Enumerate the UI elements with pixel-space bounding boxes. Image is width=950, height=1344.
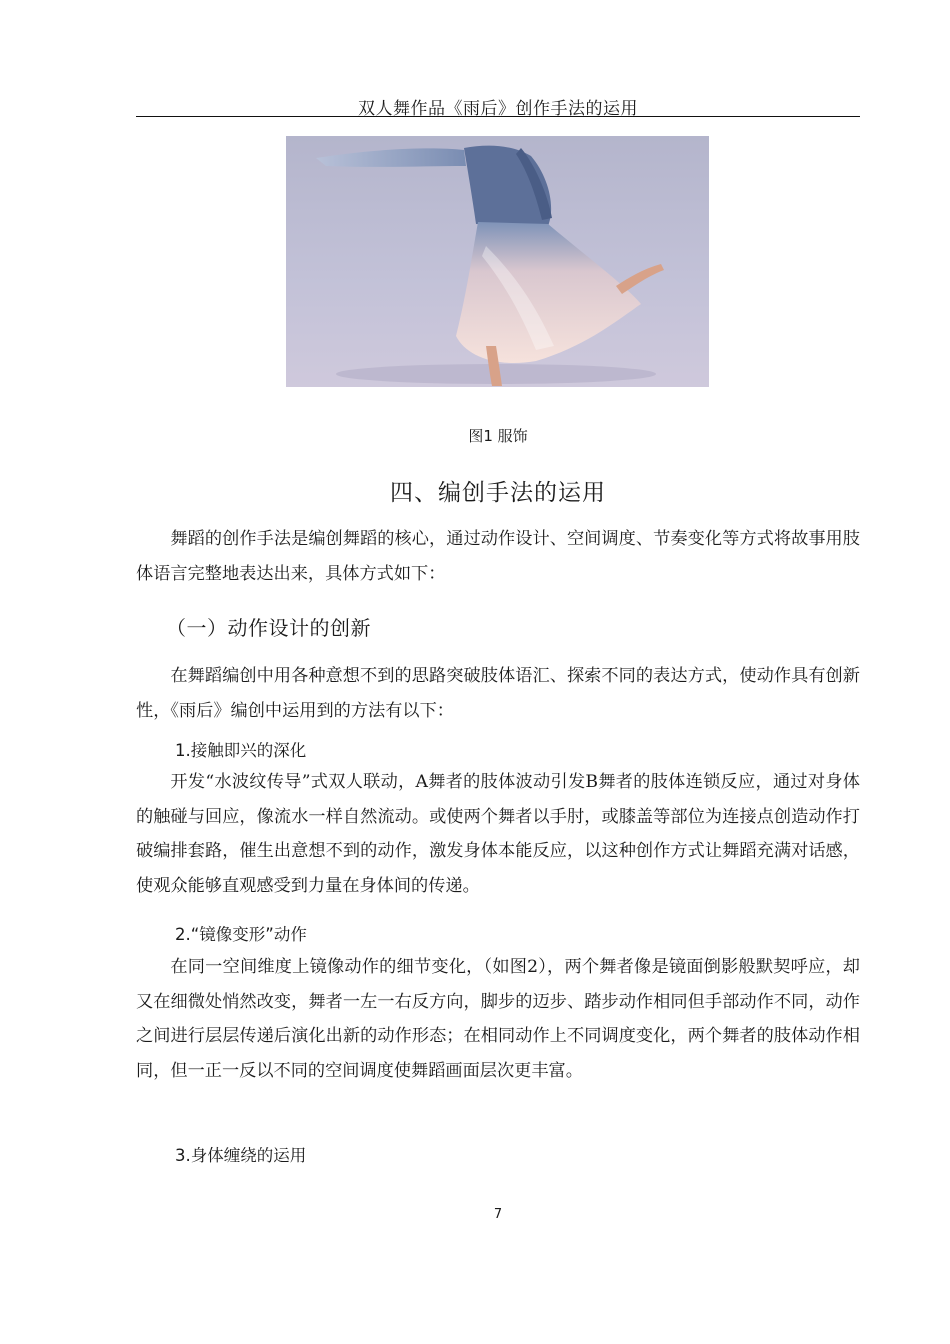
item-heading-contact-improv: 1.接触即兴的深化 (175, 741, 307, 760)
dancer-costume-photo (286, 136, 709, 387)
intro-paragraph: 舞蹈的创作手法是编创舞蹈的核心，通过动作设计、空间调度、节奏变化等方式将故事用肢体语言完整地表达出来，具体方式如下： (136, 529, 860, 584)
item-heading-body-entwine: 3.身体缠绕的运用 (175, 1146, 307, 1165)
section-title: 四、编创手法的运用 (390, 480, 606, 506)
mirror-paragraph: 在同一空间维度上镜像动作的细节变化，（如图2），两个舞者像是镜面倒影般默契呼应，却又在细微处悄然改变，舞者一左一右反方向，脚步的迈步、踏步动作相同但手部动作不同，动作之间进行层层传递后演化出新的动作形态；在相同动作上不同调度变化，两个舞者的肢体动作相同，但一正一反以不同的空间调度使舞蹈画面层次更丰富。 (136, 957, 860, 1081)
action-design-paragraph: 在舞蹈编创中用各种意想不到的思路突破肢体语汇、探索不同的表达方式，使动作具有创新性，《雨后》编创中运用到的方法有以下： (136, 666, 860, 721)
figure-caption: 图1 服饰 (468, 427, 528, 445)
subheading-action-design: （一）动作设计的创新 (166, 616, 371, 640)
header-rule (136, 116, 860, 117)
item-heading-mirror: 2.“镜像变形”动作 (175, 925, 307, 944)
contact-improv-paragraph: 开发“水波纹传导”式双人联动，A舞者的肢体波动引发B舞者的肢体连锁反应，通过对身体的触碰与回应，像流水一样自然流动。或使两个舞者以手肘，或膝盖等部位为连接点创造动作打破编排套路，催生出意想不到的动作，激发身体本能反应，以这种创作方式让舞蹈充满对话感，使观众能够直观感受到力量在身体间的传递。 (136, 772, 860, 896)
page-header: 双人舞作品《雨后》创作手法的运用 (358, 99, 638, 119)
page-number: 7 (493, 1207, 503, 1222)
